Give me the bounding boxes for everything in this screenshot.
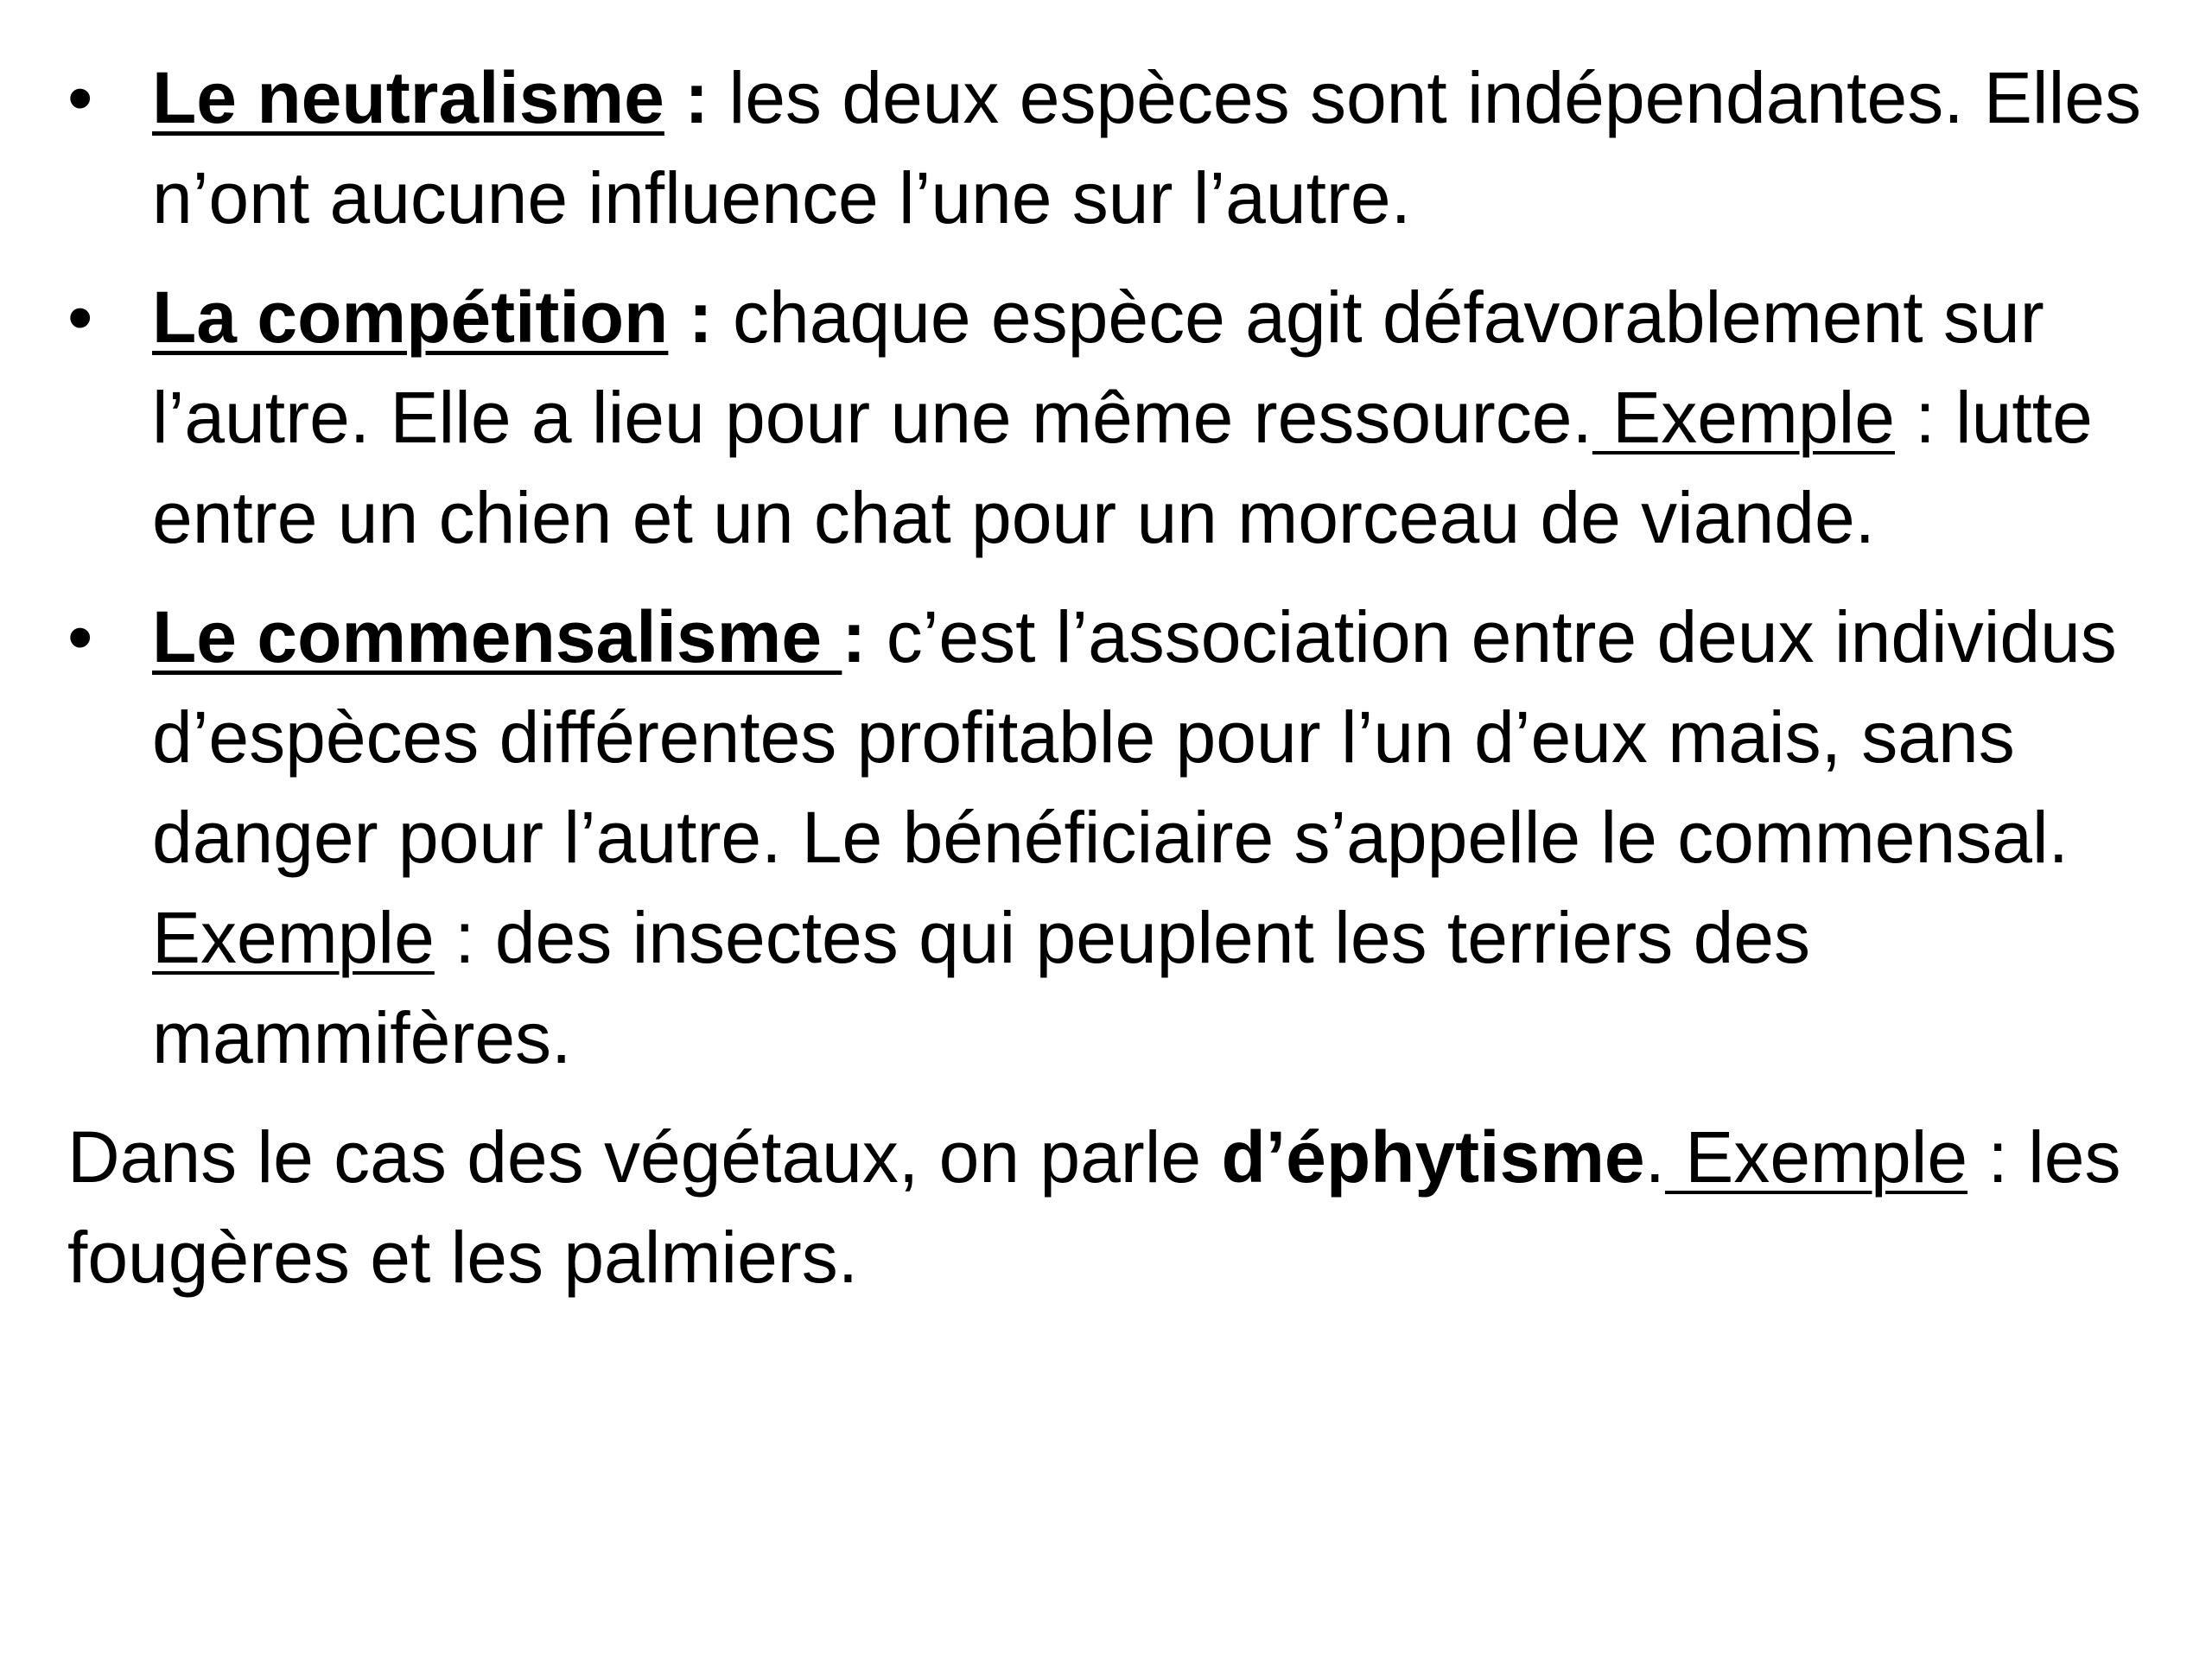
term-neutralisme: Le neutralisme	[152, 57, 664, 138]
term-commensalisme: Le commensalisme	[152, 596, 842, 677]
definition-text: c’est l’association entre deux individus d’espèces différentes profitable pour l’un d’eux mais, sans danger pour l’autre. Le bénéficiaire s’appelle le commensal.	[152, 596, 2117, 878]
example-text: : lutte entre un chien et un chat pour un morceau de viande.	[152, 377, 2093, 558]
closing-period: .	[1644, 1116, 1665, 1198]
example-text: : des insectes qui peuplent les terriers des mammifères.	[152, 897, 1810, 1078]
term-colon: :	[842, 596, 867, 677]
bullet-dot: •	[67, 57, 93, 138]
example-label: Exemple	[152, 897, 435, 978]
bullet-item-competition	[67, 267, 2150, 568]
closing-paragraph	[67, 1107, 2150, 1307]
term-competition: La compétition	[152, 276, 669, 358]
term-colon: :	[668, 276, 713, 358]
term-ephytisme: d’éphytisme	[1221, 1116, 1645, 1198]
term-colon: :	[664, 57, 709, 138]
bullet-dot: •	[67, 276, 93, 358]
bullet-dot: •	[67, 596, 93, 677]
example-text: : les fougères et les palmiers.	[67, 1116, 2121, 1298]
definition-text: chaque espèce agit défavorablement sur l’autre. Elle a lieu pour une même ressource.	[152, 276, 2044, 458]
example-label: Exemple	[1592, 377, 1895, 458]
bullet-list	[67, 48, 2177, 1088]
example-label: Exemple	[1664, 1116, 1968, 1198]
bullet-item-commensalisme	[67, 587, 2150, 1088]
definition-text: les deux espèces sont indépendantes. Elles n’ont aucune influence l’une sur l’autre.	[152, 57, 2141, 238]
bullet-item-neutralisme	[67, 48, 2150, 248]
closing-text: Dans le cas des végétaux, on parle	[67, 1116, 1222, 1198]
